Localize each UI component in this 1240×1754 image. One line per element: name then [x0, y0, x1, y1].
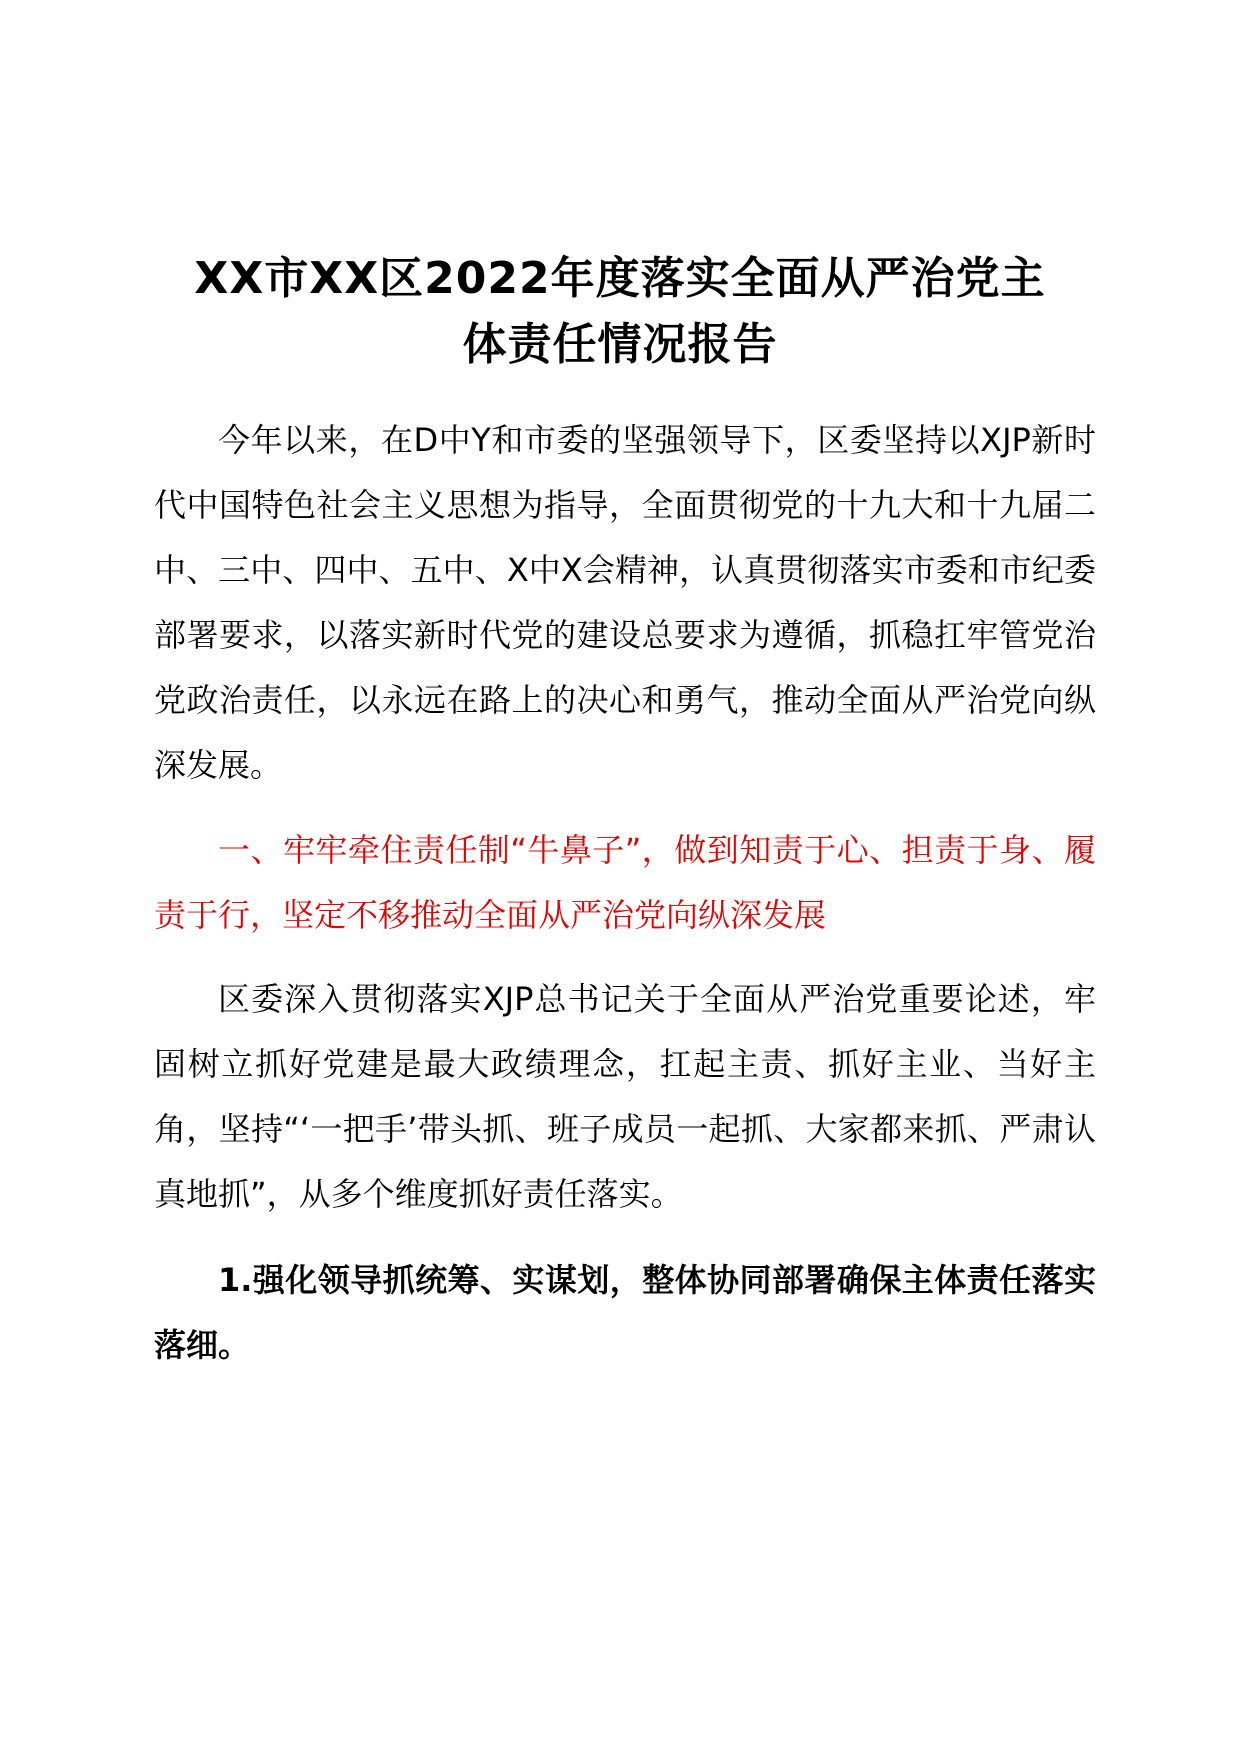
section-heading-1: 一、牢牢牵住责任制“牛鼻子”，做到知责于心、担责于身、履责于行，坚定不移推动全面从严治党向纵深发展: [154, 831, 1096, 934]
document-title-line-1: XX市XX区2022年度落实全面从严治党主: [194, 253, 1046, 304]
body-paragraph-section-1: 区委深入贯彻落实XJP总书记关于全面从严治党重要论述，牢固树立抓好党建是最大政绩理念，扛起主责、抓好主业、当好主角，坚持“‘一把手’带头抓、班子成员一起抓、大家都来抓、严肃认真地抓”，从多个维度抓好责任落实。: [154, 980, 1096, 1213]
document-title: [150, 246, 1090, 378]
document-title-line-2: 体责任情况报告: [462, 319, 778, 370]
body-paragraph-intro: 今年以来，在D中Y和市委的坚强领导下，区委坚持以XJP新时代中国特色社会主义思想为指导，全面贯彻党的十九大和十九届二中、三中、四中、五中、X中X会精神，认真贯彻落实市委和市纪委部署要求，以落实新时代党的建设总要求为遵循，抓稳扛牢管党治党政治责任，以永远在路上的决心和勇气，推动全面从严治党向纵深发展。: [154, 421, 1096, 784]
subsection-heading-1: 1.强化领导抓统筹、实谋划，整体协同部署确保主体责任落实落细。: [154, 1261, 1096, 1364]
